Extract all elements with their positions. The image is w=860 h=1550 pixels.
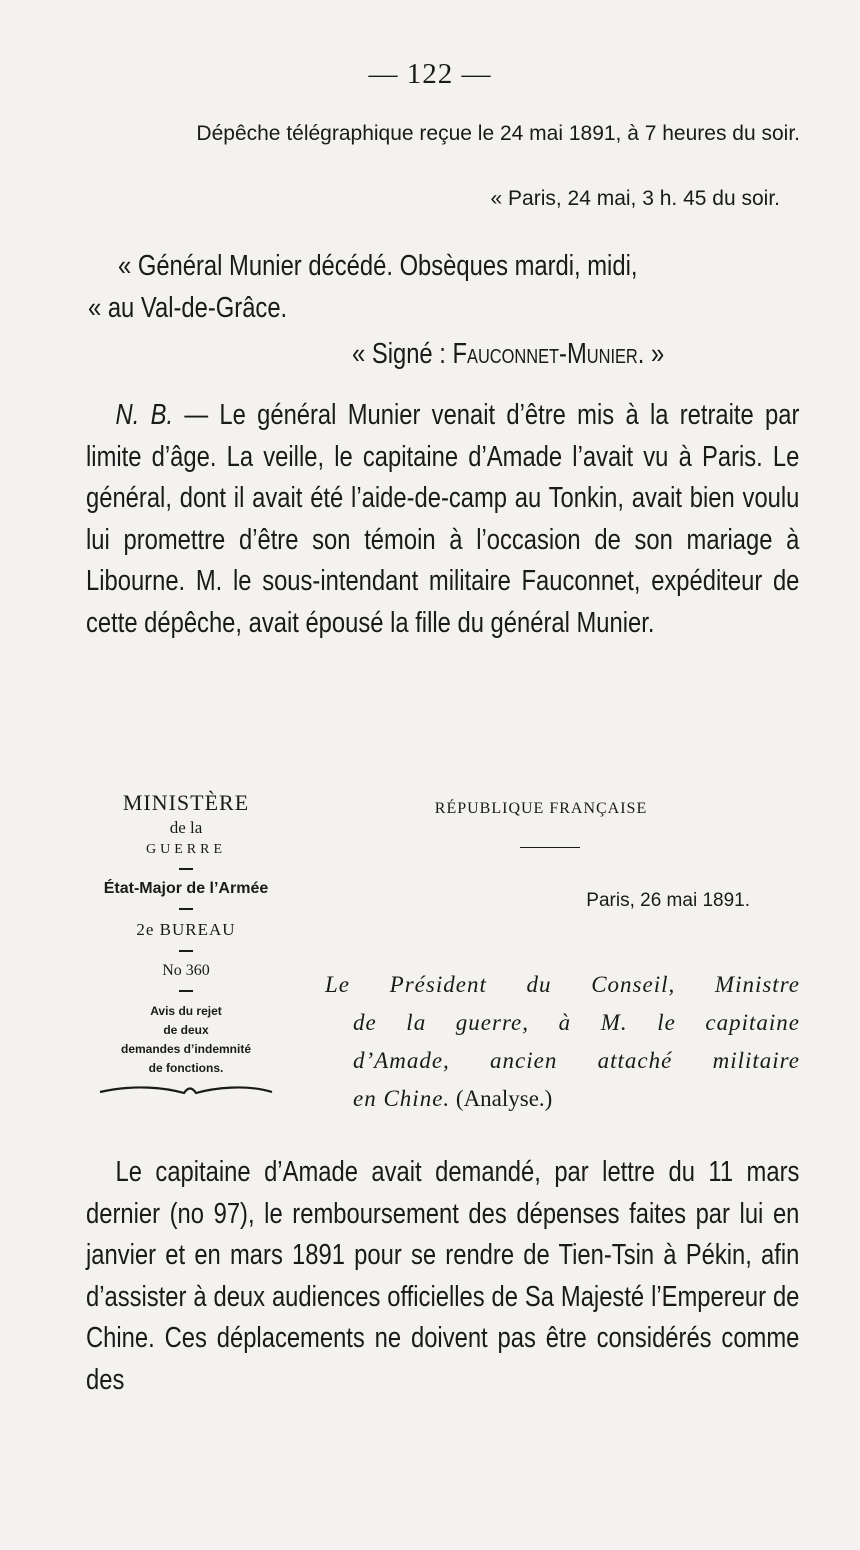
flourish-ornament: [86, 1084, 286, 1103]
divider: [179, 990, 193, 992]
guerre-label: GUERRE: [146, 842, 226, 857]
depeche-place: « Paris, 24 mai, 3 h. 45 du soir.: [490, 187, 780, 210]
de-la-label: de la: [169, 818, 203, 837]
divider: [179, 950, 193, 952]
avis-line-3: demandes d’indemnité: [120, 1042, 252, 1056]
bureau-label: 2e BUREAU: [136, 920, 236, 939]
ministere-label: MINISTÈRE: [122, 790, 250, 815]
subject-line-4-italic: en Chine.: [353, 1086, 451, 1111]
message-line-1: « Général Munier décédé. Obsèques mardi, midi,: [118, 250, 638, 282]
signature-name: Fauconnet-Munier: [452, 338, 638, 370]
numero-label: No 360: [162, 962, 210, 979]
avis-summary: [86, 1002, 286, 1078]
avis-line-4: de fonctions.: [148, 1061, 224, 1075]
page-number: — 122 —: [368, 58, 492, 90]
message-line-2: « au Val-de-Grâce.: [88, 292, 288, 324]
message-signature: [352, 333, 811, 375]
depeche-header: Dépêche télégraphique reçue le 24 mai 1891, à 7 heures du soir.: [196, 122, 800, 145]
avis-line-2: de deux: [163, 1023, 209, 1037]
body-paragraph: Le capitaine d’Amade avait demandé, par lettre du 11 mars dernier (no 97), le remboursement des dépenses faites par lui en janvier et en mars 1891 pour se rendre de Tien-Tsin à Pékin, afin d’assister à deux audiences officielles de Sa Majesté l’Empereur de Chine. Ces déplacements ne doivent pas être considérés comme des: [86, 1156, 800, 1396]
divider: [179, 868, 193, 870]
republique-rule: [520, 847, 580, 848]
subject-line-3: d’Amade, ancien attaché militaire: [353, 1048, 800, 1073]
divider: [179, 908, 193, 910]
nb-label: N. B.: [115, 399, 174, 431]
avis-line-1: Avis du rejet: [150, 1004, 222, 1018]
letter-date: Paris, 26 mai 1891.: [586, 890, 750, 911]
ministry-margin: [86, 790, 286, 1103]
subject-line-4-plain: (Analyse.): [450, 1086, 553, 1111]
republique-header: RÉPUBLIQUE FRANÇAISE: [434, 800, 648, 817]
signature-suffix: . »: [637, 338, 665, 370]
signature-prefix: « Signé :: [352, 338, 453, 370]
nb-paragraph: [86, 395, 799, 644]
subject-line-2: de la guerre, à M. le capitaine: [353, 1010, 800, 1035]
nb-text: — Le général Munier venait d’être mis à la retraite par limite d’âge. La veille, le capitaine d’Amade l’avait vu à Paris. Le général, dont il avait été l’aide-de-camp au Tonkin, avait bien voulu lui promettre d’être son témoin à l’occasion de son mariage à Libourne. M. le sous-intendant militaire Fauconnet, expéditeur de cette dépêche, avait épousé la fille du général Munier.: [86, 399, 800, 639]
subject-line-1: Le Président du Conseil, Ministre: [325, 972, 800, 997]
letter-subject: [325, 966, 800, 1118]
etat-major-label: État-Major de l’Armée: [103, 880, 269, 897]
